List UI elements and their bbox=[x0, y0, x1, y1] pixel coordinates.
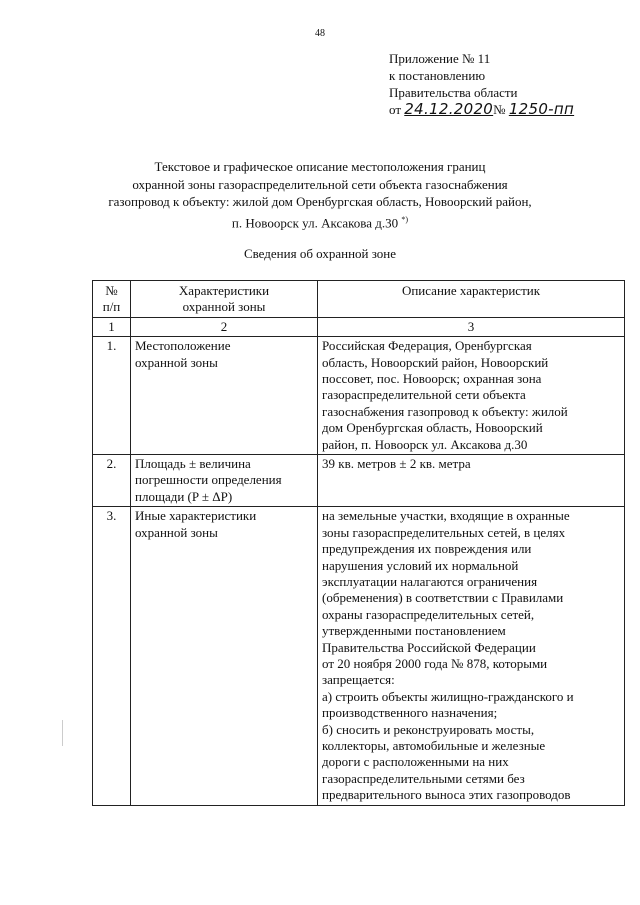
row-char-line: площади (P ± ΔP) bbox=[135, 488, 233, 504]
desc-line: область, Новоорский район, Новоорский bbox=[322, 354, 549, 370]
desc-line: от 20 ноября 2000 года № 878, которыми bbox=[322, 655, 548, 671]
desc-line: поссовет, пос. Новоорск; охранная зона bbox=[322, 371, 542, 387]
desc-line: эксплуатации налагаются ограничения bbox=[322, 573, 538, 589]
desc-line: газоснабжения газопровод к объекту: жилой bbox=[322, 403, 568, 419]
desc-line: б) сносить и реконструировать мосты, bbox=[322, 721, 535, 737]
row-char-line: Площадь ± величина bbox=[135, 456, 251, 472]
appendix-date-line bbox=[389, 101, 574, 118]
title-line-2: охранной зоны газораспределительной сети объекта газоснабжения bbox=[132, 176, 508, 192]
desc-line: предварительного выноса этих газопроводов bbox=[322, 787, 571, 803]
header-num bbox=[93, 281, 131, 318]
row-number: 2. bbox=[93, 455, 131, 507]
row-char-line: охранной зоны bbox=[135, 524, 218, 540]
desc-line: (обременения) в соответствии с Правилами bbox=[322, 590, 564, 606]
handwritten-number: 1250-пп bbox=[508, 100, 575, 118]
row-characteristic bbox=[131, 337, 318, 455]
table-header-row bbox=[93, 281, 625, 318]
desc-line: газораспределительной сети объекта bbox=[322, 387, 526, 403]
desc-line: коллекторы, автомобильные и железные bbox=[322, 737, 546, 753]
index-cell-1: 1 bbox=[93, 317, 131, 336]
desc-line: 39 кв. метров ± 2 кв. метра bbox=[322, 456, 471, 472]
date-prefix: от bbox=[389, 102, 402, 117]
section-subtitle: Сведения об охранной зоне bbox=[243, 246, 397, 261]
row-characteristic bbox=[131, 455, 318, 507]
protection-zone-table bbox=[92, 280, 625, 806]
desc-line: утвержденными постановлением bbox=[322, 623, 506, 639]
appendix-line-3: Правительства области bbox=[389, 85, 518, 100]
number-prefix: № bbox=[493, 102, 506, 117]
title-line-4-text: п. Новоорск ул. Аксакова д.30 bbox=[231, 214, 399, 230]
desc-line: район, п. Новоорск ул. Аксакова д.30 bbox=[322, 436, 528, 452]
title-line-4 bbox=[60, 211, 580, 232]
row-char-line: погрешности определения bbox=[135, 472, 282, 488]
desc-line: запрещается: bbox=[322, 672, 395, 688]
appendix-block bbox=[389, 50, 574, 118]
header-char-line-2: охранной зоны bbox=[182, 299, 266, 315]
row-char-line: охранной зоны bbox=[135, 354, 218, 370]
row-description bbox=[318, 507, 625, 805]
table-row bbox=[93, 455, 625, 507]
row-description bbox=[318, 455, 625, 507]
desc-line: Российская Федерация, Оренбургская bbox=[322, 338, 532, 354]
table-row bbox=[93, 337, 625, 455]
scan-margin-mark bbox=[62, 720, 63, 746]
desc-line: дом Оренбургская область, Новоорский bbox=[322, 420, 543, 436]
desc-line: предупреждения их повреждения или bbox=[322, 541, 532, 557]
header-num-line-2: п/п bbox=[102, 299, 121, 315]
desc-line: нарушения условий их нормальной bbox=[322, 557, 519, 573]
row-description bbox=[318, 337, 625, 455]
header-desc-text: Описание характеристик bbox=[401, 283, 541, 298]
index-cell-3: 3 bbox=[318, 317, 625, 336]
document-title bbox=[60, 158, 580, 231]
header-characteristic bbox=[131, 281, 318, 318]
page-number: 48 bbox=[315, 28, 325, 39]
table-index-row bbox=[93, 317, 625, 336]
header-char-line-1: Характеристики bbox=[178, 283, 270, 298]
header-num-line-1: № bbox=[105, 283, 118, 298]
desc-line: дороги с расположенными на них bbox=[322, 754, 509, 770]
title-line-1: Текстовое и графическое описание местоположения границ bbox=[154, 159, 486, 174]
footnote-mark: *) bbox=[401, 214, 409, 224]
desc-line: Правительства Российской Федерации bbox=[322, 639, 536, 655]
desc-line: охраны газораспределительных сетей, bbox=[322, 606, 535, 622]
header-description bbox=[318, 281, 625, 318]
row-number: 3. bbox=[93, 507, 131, 805]
desc-line: на земельные участки, входящие в охранные bbox=[322, 508, 570, 524]
row-char-line: Местоположение bbox=[135, 338, 231, 354]
row-number: 1. bbox=[93, 337, 131, 455]
desc-line: газораспределительными сетями без bbox=[322, 770, 525, 786]
table-row bbox=[93, 507, 625, 805]
appendix-line-2: к постановлению bbox=[389, 68, 486, 83]
title-line-3: газопровод к объекту: жилой дом Оренбургская область, Новоорский район, bbox=[108, 194, 532, 209]
handwritten-date: 24.12.2020 bbox=[404, 100, 494, 118]
desc-line: зоны газораспределительных сетей, в целях bbox=[322, 524, 566, 540]
appendix-line-1: Приложение № 11 bbox=[389, 51, 491, 66]
row-char-line: Иные характеристики bbox=[135, 508, 257, 524]
desc-line: а) строить объекты жилищно-гражданского и bbox=[322, 688, 574, 704]
desc-line: производственного назначения; bbox=[322, 705, 498, 721]
index-cell-2: 2 bbox=[131, 317, 318, 336]
row-characteristic bbox=[131, 507, 318, 805]
